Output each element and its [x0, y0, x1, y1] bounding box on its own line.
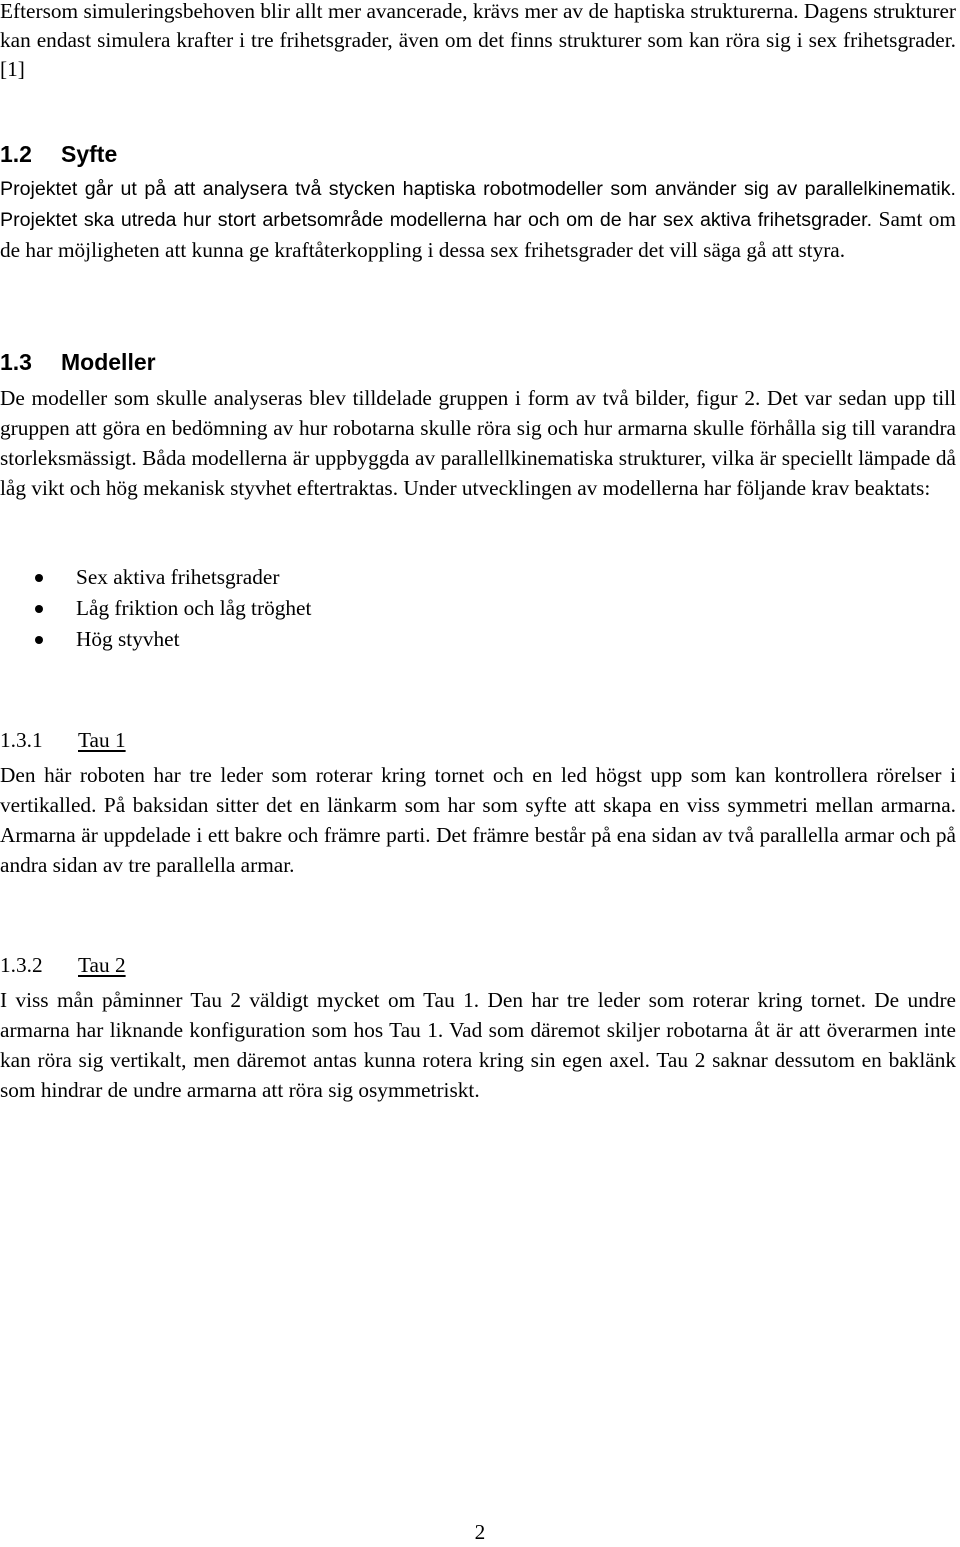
bullet-icon [35, 574, 43, 582]
syfte-paragraph-serif-text: Samt om de har möjligheten att kunna ge kraftåterkoppling i dessa sex frihetsgrader det vill säga gå att styra. [0, 207, 956, 262]
section-number: 1.2 [0, 141, 32, 167]
bullet-icon [35, 636, 43, 644]
subsection-title: Tau 1 [78, 728, 126, 752]
modeller-paragraph: De modeller som skulle analyseras blev tilldelade gruppen i form av två bilder, figur 2. Det var sedan upp till gruppen att göra en bedömning av hur robotarna skulle röra sig och hur armarna skulle förhålla sig till varandra storleksmässigt. Båda modellerna är uppbyggda av parallellkinematiska strukturer, vilka är speciellt lämpade då låg vikt och hög mekanisk styvhet eftertraktas. Under utvecklingen av modellerna har följande krav beaktats: [0, 386, 956, 500]
subsection-number: 1.3.1 [0, 728, 43, 752]
section-number: 1.3 [0, 349, 32, 375]
section-heading-syfte [0, 139, 956, 169]
tau-2-paragraph: I viss mån påminner Tau 2 väldigt mycket om Tau 1. Den har tre leder som roterar kring tornet. De undre armarna har liknande konfiguration som hos Tau 1. Vad som däremot skiljer robotarna åt är att överarmen inte kan röra sig vertikalt, men däremot antas kunna rotera kring sin egen axel. Tau 2 saknar dessutom en baklänk som hindrar de undre armarna att röra sig osymmetriskt. [0, 988, 956, 1102]
subsection-heading-tau-1 [0, 725, 956, 755]
syfte-paragraph [0, 174, 956, 266]
list-item [0, 562, 956, 593]
list-item-label: Hög styvhet [76, 627, 180, 651]
section-title: Syfte [61, 141, 118, 167]
list-item [0, 624, 956, 655]
syfte-paragraph-sans-text: Projektet går ut på att analysera två stycken haptiska robotmodeller som använder sig av parallelkinematik. Projektet ska utreda hur stort arbetsområde modellerna har och om de har sex aktiva frihetsgrader. [0, 178, 956, 231]
requirements-list [0, 562, 956, 655]
subsection-title: Tau 2 [78, 953, 126, 977]
list-item-label: Låg friktion och låg tröghet [76, 596, 312, 620]
intro-paragraph: Eftersom simuleringsbehoven blir allt mer avancerade, krävs mer av de haptiska strukturerna. Dagens strukturer kan endast simulera krafter i tre frihetsgrader, även om det finns strukturer som kan röra sig i sex frihetsgrader. [1] [0, 0, 956, 81]
subsection-number: 1.3.2 [0, 953, 43, 977]
subsection-heading-tau-2 [0, 950, 956, 980]
list-item [0, 593, 956, 624]
section-heading-modeller [0, 347, 956, 377]
page-number: 2 [474, 1520, 486, 1544]
tau-1-paragraph: Den här roboten har tre leder som roterar kring tornet och en led högst upp som kan kontrollera rörelser i vertikalled. På baksidan sitter det en länkarm som har som syfte att skapa en viss symmetri mellan armarna. Armarna är uppdelade i ett bakre och främre parti. Det främre består på ena sidan av två parallella armar och på andra sidan av tre parallella armar. [0, 763, 956, 877]
list-item-label: Sex aktiva frihetsgrader [76, 565, 280, 589]
bullet-icon [35, 605, 43, 613]
section-title: Modeller [61, 349, 156, 375]
